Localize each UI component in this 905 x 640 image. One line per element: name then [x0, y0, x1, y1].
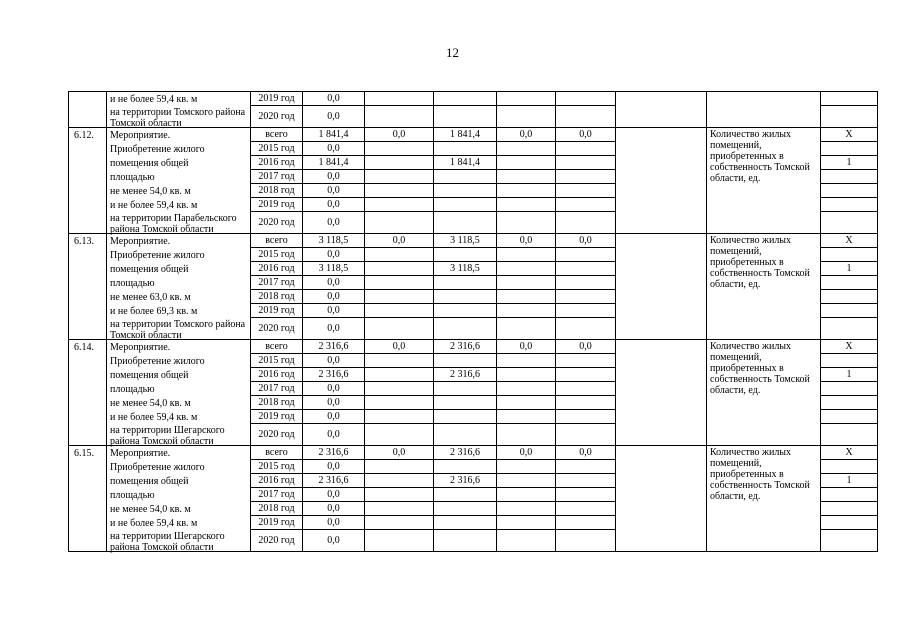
indicator-name: Количество жилых помещений, приобретенных в собственность Томской области, ед.: [707, 446, 821, 552]
year-cell: всего: [251, 446, 303, 460]
federal-budget-cell: 0,0: [365, 446, 434, 460]
year-cell: 2017 год: [251, 276, 303, 290]
federal-budget-cell: [365, 410, 434, 424]
year-cell: 2019 год: [251, 92, 303, 106]
total-cell: 0,0: [303, 516, 365, 530]
measure-number: 6.15.: [69, 446, 107, 552]
regional-budget-cell: [434, 212, 497, 234]
loc-cell: [497, 106, 556, 128]
regional-budget-cell: 2 316,6: [434, 474, 497, 488]
total-cell: 0,0: [303, 248, 365, 262]
indicator-value-cell: Х: [821, 446, 878, 460]
indicator-value-cell: 1: [821, 156, 878, 170]
local-budget-cell: [497, 184, 556, 198]
extrabudget-cell: [556, 262, 616, 276]
total-cell: 0,0: [303, 142, 365, 156]
year-cell: всего: [251, 128, 303, 142]
extrabudget-cell: 0,0: [556, 340, 616, 354]
year-cell: 2016 год: [251, 368, 303, 382]
extrabudget-cell: [556, 290, 616, 304]
total-cell: 0,0: [303, 184, 365, 198]
year-cell: 2016 год: [251, 156, 303, 170]
year-cell: всего: [251, 234, 303, 248]
description-line: Мероприятие.: [110, 448, 171, 459]
local-budget-cell: [497, 262, 556, 276]
table-row: [69, 340, 878, 354]
description-line: Приобретение жилого: [110, 462, 205, 473]
description-line: и не более 59,4 кв. м: [110, 518, 198, 529]
extrabudget-cell: [556, 304, 616, 318]
indicator-value-cell: [821, 92, 878, 106]
executor-cell: [616, 340, 707, 446]
description-line: Приобретение жилого: [110, 356, 205, 367]
regional-budget-cell: 3 118,5: [434, 234, 497, 248]
executor-cell: [616, 234, 707, 340]
indicator-value-cell: 1: [821, 368, 878, 382]
extrabudget-cell: [556, 460, 616, 474]
executor-cell: [616, 128, 707, 234]
regional-budget-cell: [434, 424, 497, 446]
total-cell: 0,0: [303, 212, 365, 234]
indicator-value-cell: [821, 410, 878, 424]
program-measures-table: [68, 91, 878, 552]
total-cell: 0,0: [303, 170, 365, 184]
local-budget-cell: [497, 410, 556, 424]
total-cell: 1 841,4: [303, 156, 365, 170]
regional-budget-cell: 2 316,6: [434, 446, 497, 460]
local-budget-cell: [497, 502, 556, 516]
indicator-value-cell: [821, 304, 878, 318]
local-budget-cell: [497, 142, 556, 156]
measure-description: [107, 446, 251, 552]
regional-budget-cell: [434, 142, 497, 156]
description-line: и не более 59,4 кв. м: [110, 412, 198, 423]
ext-cell: [556, 92, 616, 106]
measure-number: [69, 92, 107, 128]
extrabudget-cell: [556, 170, 616, 184]
measure-description: [107, 128, 251, 234]
federal-budget-cell: [365, 290, 434, 304]
description-line: и не более 59,4 кв. м: [110, 94, 198, 105]
federal-budget-cell: [365, 354, 434, 368]
federal-budget-cell: 0,0: [365, 128, 434, 142]
federal-budget-cell: [365, 382, 434, 396]
indicator-value-cell: [821, 142, 878, 156]
indicator-value-cell: [821, 530, 878, 552]
year-cell: 2020 год: [251, 212, 303, 234]
description-line: на территории Томского района Томской области: [110, 107, 246, 129]
local-budget-cell: 0,0: [497, 446, 556, 460]
fed-cell: [365, 92, 434, 106]
measure-description: [107, 92, 251, 128]
extrabudget-cell: [556, 516, 616, 530]
table-row: [69, 92, 878, 106]
local-budget-cell: [497, 156, 556, 170]
indicator-value-cell: [821, 170, 878, 184]
measure-number: 6.14.: [69, 340, 107, 446]
regional-budget-cell: [434, 248, 497, 262]
description-line: площадью: [110, 384, 155, 395]
regional-budget-cell: [434, 530, 497, 552]
indicator-value-cell: [821, 276, 878, 290]
indicator-value-cell: [821, 502, 878, 516]
year-cell: 2018 год: [251, 502, 303, 516]
year-cell: 2020 год: [251, 530, 303, 552]
local-budget-cell: [497, 530, 556, 552]
federal-budget-cell: [365, 304, 434, 318]
extrabudget-cell: [556, 212, 616, 234]
total-cell: 0,0: [303, 354, 365, 368]
federal-budget-cell: [365, 488, 434, 502]
federal-budget-cell: [365, 460, 434, 474]
indicator-value-cell: [821, 516, 878, 530]
total-cell: 0,0: [303, 502, 365, 516]
description-line: на территории Шегарского района Томской области: [110, 425, 225, 447]
description-line: помещения общей: [110, 476, 189, 487]
regional-budget-cell: [434, 354, 497, 368]
federal-budget-cell: [365, 170, 434, 184]
extrabudget-cell: [556, 354, 616, 368]
indicator-value-cell: [821, 318, 878, 340]
regional-budget-cell: [434, 396, 497, 410]
year-cell: 2020 год: [251, 106, 303, 128]
local-budget-cell: [497, 424, 556, 446]
indicator-value-cell: [821, 460, 878, 474]
indicator-name: Количество жилых помещений, приобретенных в собственность Томской области, ед.: [707, 340, 821, 446]
executor-cell: [616, 92, 707, 128]
year-cell: 2015 год: [251, 354, 303, 368]
indicator-value-cell: [821, 106, 878, 128]
total-cell: 0,0: [303, 382, 365, 396]
table-row: [69, 128, 878, 142]
year-cell: 2017 год: [251, 382, 303, 396]
table-body: [69, 92, 878, 552]
extrabudget-cell: [556, 424, 616, 446]
indicator-value-cell: [821, 488, 878, 502]
measure-number: 6.13.: [69, 234, 107, 340]
page-number: 12: [446, 45, 459, 60]
local-budget-cell: [497, 290, 556, 304]
year-cell: 2020 год: [251, 424, 303, 446]
total-cell: 3 118,5: [303, 234, 365, 248]
year-cell: 2019 год: [251, 304, 303, 318]
federal-budget-cell: [365, 530, 434, 552]
description-line: на территории Шегарского района Томской области: [110, 531, 225, 553]
total-cell: 0,0: [303, 276, 365, 290]
description-line: не менее 54,0 кв. м: [110, 398, 191, 409]
total-cell: 0,0: [303, 318, 365, 340]
local-budget-cell: [497, 516, 556, 530]
year-cell: 2015 год: [251, 460, 303, 474]
extrabudget-cell: [556, 474, 616, 488]
description-line: не менее 54,0 кв. м: [110, 504, 191, 515]
year-cell: всего: [251, 340, 303, 354]
indicator-value-cell: [821, 248, 878, 262]
local-budget-cell: [497, 474, 556, 488]
local-budget-cell: [497, 382, 556, 396]
description-line: помещения общей: [110, 158, 189, 169]
extrabudget-cell: [556, 382, 616, 396]
local-budget-cell: [497, 368, 556, 382]
extrabudget-cell: [556, 530, 616, 552]
local-budget-cell: [497, 460, 556, 474]
measure-description: [107, 234, 251, 340]
indicator-value-cell: 1: [821, 262, 878, 276]
local-budget-cell: [497, 304, 556, 318]
description-line: не менее 63,0 кв. м: [110, 292, 191, 303]
description-line: площадью: [110, 278, 155, 289]
local-budget-cell: [497, 212, 556, 234]
total-cell: 2 316,6: [303, 474, 365, 488]
loc-cell: [497, 92, 556, 106]
federal-budget-cell: [365, 142, 434, 156]
federal-budget-cell: [365, 396, 434, 410]
federal-budget-cell: [365, 184, 434, 198]
extrabudget-cell: 0,0: [556, 128, 616, 142]
reg-cell: [434, 92, 497, 106]
federal-budget-cell: [365, 276, 434, 290]
description-line: Мероприятие.: [110, 342, 171, 353]
indicator-value-cell: Х: [821, 340, 878, 354]
federal-budget-cell: [365, 262, 434, 276]
description-line: и не более 69,3 кв. м: [110, 306, 198, 317]
total-cell: 0,0: [303, 530, 365, 552]
description-line: площадью: [110, 172, 155, 183]
year-cell: 2016 год: [251, 474, 303, 488]
indicator-value-cell: 1: [821, 474, 878, 488]
local-budget-cell: [497, 276, 556, 290]
federal-budget-cell: [365, 212, 434, 234]
regional-budget-cell: [434, 184, 497, 198]
description-line: не менее 54,0 кв. м: [110, 186, 191, 197]
regional-budget-cell: [434, 488, 497, 502]
local-budget-cell: [497, 318, 556, 340]
federal-budget-cell: [365, 474, 434, 488]
total-cell: 0,0: [303, 396, 365, 410]
description-line: Мероприятие.: [110, 236, 171, 247]
year-cell: 2018 год: [251, 396, 303, 410]
regional-budget-cell: [434, 410, 497, 424]
federal-budget-cell: [365, 516, 434, 530]
indicator-cell: [707, 92, 821, 128]
total-cell: 0,0: [303, 410, 365, 424]
local-budget-cell: [497, 354, 556, 368]
extrabudget-cell: [556, 396, 616, 410]
federal-budget-cell: [365, 424, 434, 446]
federal-budget-cell: [365, 502, 434, 516]
indicator-name: Количество жилых помещений, приобретенных в собственность Томской области, ед.: [707, 234, 821, 340]
year-cell: 2016 год: [251, 262, 303, 276]
extrabudget-cell: 0,0: [556, 234, 616, 248]
regional-budget-cell: [434, 460, 497, 474]
regional-budget-cell: [434, 276, 497, 290]
total-cell: 2 316,6: [303, 340, 365, 354]
total-cell: 0,0: [303, 106, 365, 128]
regional-budget-cell: [434, 170, 497, 184]
extrabudget-cell: [556, 410, 616, 424]
year-cell: 2019 год: [251, 198, 303, 212]
extrabudget-cell: [556, 184, 616, 198]
extrabudget-cell: [556, 142, 616, 156]
fed-cell: [365, 106, 434, 128]
year-cell: 2015 год: [251, 248, 303, 262]
regional-budget-cell: [434, 198, 497, 212]
executor-cell: [616, 446, 707, 552]
extrabudget-cell: [556, 488, 616, 502]
description-line: Приобретение жилого: [110, 144, 205, 155]
federal-budget-cell: [365, 318, 434, 340]
year-cell: 2015 год: [251, 142, 303, 156]
regional-budget-cell: [434, 304, 497, 318]
regional-budget-cell: 3 118,5: [434, 262, 497, 276]
description-line: Мероприятие.: [110, 130, 171, 141]
year-cell: 2017 год: [251, 170, 303, 184]
total-cell: 0,0: [303, 198, 365, 212]
year-cell: 2019 год: [251, 410, 303, 424]
indicator-value-cell: [821, 382, 878, 396]
local-budget-cell: 0,0: [497, 340, 556, 354]
total-cell: 0,0: [303, 424, 365, 446]
extrabudget-cell: [556, 276, 616, 290]
description-line: и не более 59,4 кв. м: [110, 200, 198, 211]
federal-budget-cell: 0,0: [365, 340, 434, 354]
total-cell: 0,0: [303, 290, 365, 304]
extrabudget-cell: 0,0: [556, 446, 616, 460]
local-budget-cell: [497, 248, 556, 262]
year-cell: 2020 год: [251, 318, 303, 340]
regional-budget-cell: [434, 382, 497, 396]
extrabudget-cell: [556, 368, 616, 382]
description-line: помещения общей: [110, 264, 189, 275]
total-cell: 2 316,6: [303, 446, 365, 460]
total-cell: 0,0: [303, 460, 365, 474]
regional-budget-cell: [434, 502, 497, 516]
description-line: на территории Парабельского района Томской области: [110, 213, 237, 235]
total-cell: 0,0: [303, 488, 365, 502]
extrabudget-cell: [556, 248, 616, 262]
regional-budget-cell: [434, 290, 497, 304]
local-budget-cell: 0,0: [497, 128, 556, 142]
total-cell: 2 316,6: [303, 368, 365, 382]
regional-budget-cell: 1 841,4: [434, 128, 497, 142]
federal-budget-cell: [365, 156, 434, 170]
description-line: помещения общей: [110, 370, 189, 381]
year-cell: 2019 год: [251, 516, 303, 530]
indicator-value-cell: Х: [821, 128, 878, 142]
federal-budget-cell: [365, 248, 434, 262]
description-line: Приобретение жилого: [110, 250, 205, 261]
extrabudget-cell: [556, 156, 616, 170]
regional-budget-cell: 2 316,6: [434, 340, 497, 354]
regional-budget-cell: [434, 318, 497, 340]
ext-cell: [556, 106, 616, 128]
year-cell: 2018 год: [251, 290, 303, 304]
indicator-value-cell: [821, 424, 878, 446]
total-cell: 0,0: [303, 92, 365, 106]
year-cell: 2017 год: [251, 488, 303, 502]
indicator-value-cell: [821, 290, 878, 304]
federal-budget-cell: [365, 198, 434, 212]
local-budget-cell: [497, 170, 556, 184]
federal-budget-cell: [365, 368, 434, 382]
reg-cell: [434, 106, 497, 128]
federal-budget-cell: 0,0: [365, 234, 434, 248]
table-row: [69, 446, 878, 460]
regional-budget-cell: [434, 516, 497, 530]
local-budget-cell: [497, 488, 556, 502]
measure-number: 6.12.: [69, 128, 107, 234]
total-cell: 1 841,4: [303, 128, 365, 142]
indicator-value-cell: [821, 184, 878, 198]
description-line: на территории Томского района Томской области: [110, 319, 246, 341]
indicator-value-cell: [821, 396, 878, 410]
total-cell: 0,0: [303, 304, 365, 318]
regional-budget-cell: 1 841,4: [434, 156, 497, 170]
description-line: площадью: [110, 490, 155, 501]
table-row: [69, 234, 878, 248]
year-cell: 2018 год: [251, 184, 303, 198]
indicator-value-cell: [821, 198, 878, 212]
indicator-name: Количество жилых помещений, приобретенных в собственность Томской области, ед.: [707, 128, 821, 234]
measure-description: [107, 340, 251, 446]
extrabudget-cell: [556, 198, 616, 212]
extrabudget-cell: [556, 502, 616, 516]
indicator-value-cell: [821, 354, 878, 368]
regional-budget-cell: 2 316,6: [434, 368, 497, 382]
local-budget-cell: 0,0: [497, 234, 556, 248]
extrabudget-cell: [556, 318, 616, 340]
local-budget-cell: [497, 396, 556, 410]
total-cell: 3 118,5: [303, 262, 365, 276]
indicator-value-cell: Х: [821, 234, 878, 248]
local-budget-cell: [497, 198, 556, 212]
indicator-value-cell: [821, 212, 878, 234]
